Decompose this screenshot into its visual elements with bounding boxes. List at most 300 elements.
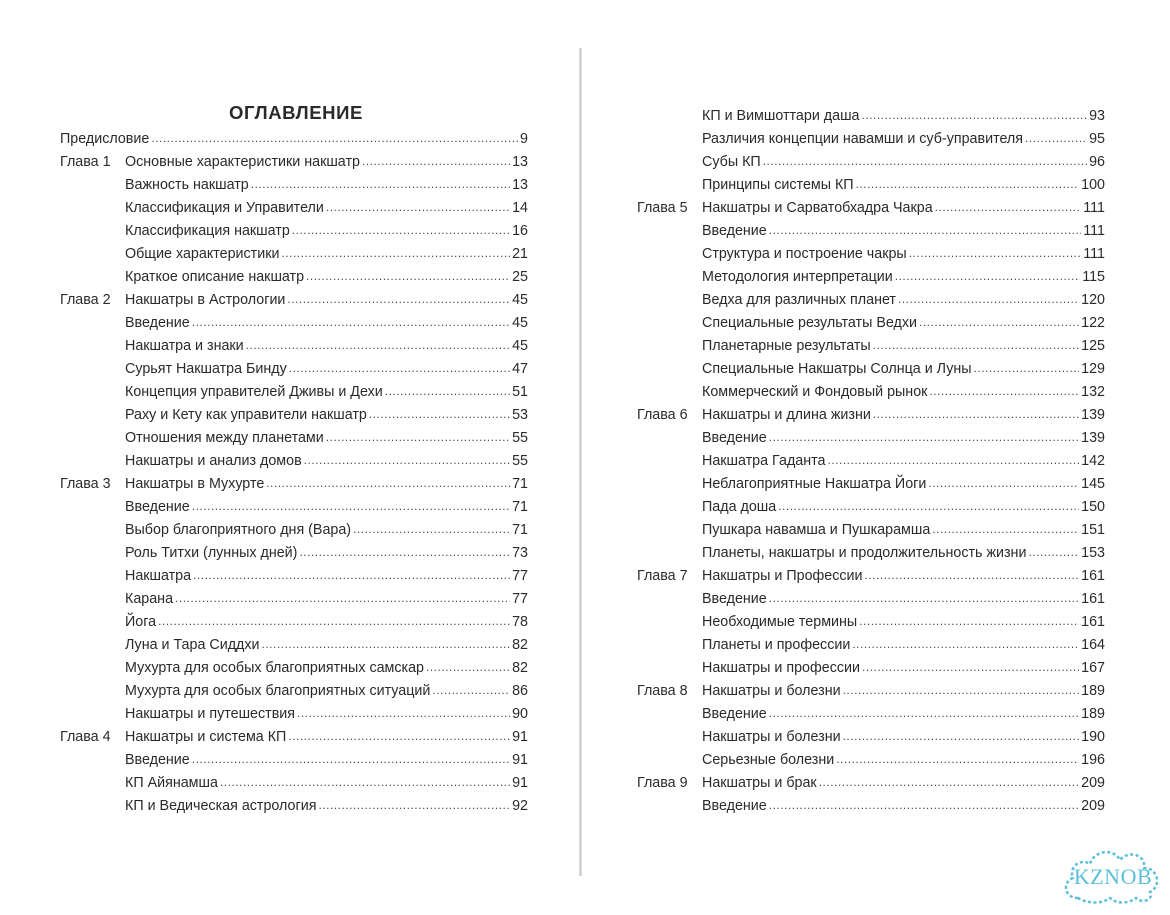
- toc-entry: [125, 335, 528, 358]
- entry-title: Планеты, накшатры и продолжительность жизни: [702, 545, 1027, 561]
- dot-leader: [819, 771, 1079, 794]
- dot-leader: [843, 725, 1080, 748]
- toc-entry-row: [637, 657, 1105, 680]
- entry-title: Накшатры в Астрологии: [125, 292, 286, 308]
- entry-title: Субы КП: [702, 154, 761, 170]
- toc-entry-row: [60, 519, 528, 542]
- toc-entry: [125, 358, 528, 381]
- toc-entry: [702, 588, 1105, 611]
- dot-leader: [836, 748, 1079, 771]
- dot-leader: [192, 495, 510, 518]
- entry-title: Важность накшатр: [125, 177, 249, 193]
- page-number: 45: [512, 338, 528, 354]
- dot-leader: [763, 150, 1087, 173]
- toc-entry-row: [637, 312, 1105, 335]
- dot-leader: [369, 403, 510, 426]
- toc-entry: [125, 174, 528, 197]
- chapter-label: Глава 4: [60, 729, 111, 745]
- toc-entry-row: [637, 174, 1105, 197]
- page-number: 91: [512, 775, 528, 791]
- page-number: 129: [1081, 361, 1105, 377]
- dot-leader: [769, 426, 1079, 449]
- dot-leader: [909, 242, 1082, 265]
- dot-leader: [304, 449, 510, 472]
- page-number: 115: [1082, 269, 1105, 285]
- toc-entry: [125, 151, 528, 174]
- toc-entry: [125, 703, 528, 726]
- page-number: 14: [512, 200, 528, 216]
- entry-title: Принципы системы КП: [702, 177, 854, 193]
- toc-entry: [702, 105, 1105, 128]
- page-number: 132: [1081, 384, 1105, 400]
- entry-title: Классификация накшатр: [125, 223, 290, 239]
- dot-leader: [297, 702, 510, 725]
- entry-title: Накшатры и профессии: [702, 660, 860, 676]
- toc-chapter-row: [637, 772, 1105, 795]
- dot-leader: [827, 449, 1079, 472]
- entry-title: Введение: [702, 798, 767, 814]
- page-number: 16: [512, 223, 528, 239]
- dot-leader: [426, 656, 510, 679]
- toc-entry: [702, 151, 1105, 174]
- entry-title: Накшатра и знаки: [125, 338, 244, 354]
- toc-entry: [125, 795, 528, 818]
- entry-title: Раху и Кету как управители накшатр: [125, 407, 367, 423]
- page-number: 111: [1083, 223, 1105, 239]
- toc-entry: [702, 128, 1105, 151]
- toc-entry: [702, 266, 1105, 289]
- page-number: 164: [1081, 637, 1105, 653]
- toc-entry: [125, 657, 528, 680]
- entry-title: КП и Вимшоттари даша: [702, 108, 860, 124]
- dot-leader: [873, 403, 1079, 426]
- toc-entry-row: [637, 128, 1105, 151]
- toc-entry: [60, 128, 528, 151]
- page-number: 190: [1081, 729, 1105, 745]
- toc-entry-row: [60, 312, 528, 335]
- entry-title: Классификация и Управители: [125, 200, 324, 216]
- toc-entry: [702, 726, 1105, 749]
- entry-title: Йога: [125, 614, 157, 630]
- page-number: 25: [512, 269, 528, 285]
- toc-entry-row: [637, 473, 1105, 496]
- entry-title: Накшатры и Профессии: [702, 568, 863, 584]
- entry-title: Мухурта для особых благоприятных самскар: [125, 660, 424, 676]
- entry-title: Введение: [702, 591, 767, 607]
- toc-chapter-row: [60, 289, 528, 312]
- dot-leader: [299, 541, 510, 564]
- toc-entry-row: [60, 381, 528, 404]
- page-number: 82: [512, 637, 528, 653]
- toc-entry: [125, 726, 528, 749]
- toc-entry: [125, 312, 528, 335]
- toc-entry: [125, 634, 528, 657]
- page-number: 100: [1081, 177, 1105, 193]
- toc-entry-row: [60, 197, 528, 220]
- dot-leader: [778, 495, 1079, 518]
- dot-leader: [326, 196, 510, 219]
- dot-leader: [362, 150, 510, 173]
- entry-title: Необходимые термины: [702, 614, 858, 630]
- page-number: 111: [1083, 246, 1105, 262]
- toc-entry: [702, 312, 1105, 335]
- page-number: 78: [512, 614, 528, 630]
- toc-entry-row: [60, 611, 528, 634]
- page-number: 82: [512, 660, 528, 676]
- page-number: 139: [1081, 407, 1105, 423]
- toc-entry-row: [60, 220, 528, 243]
- page-number: 77: [512, 591, 528, 607]
- entry-title: Предисловие: [60, 131, 150, 147]
- dot-leader: [220, 771, 510, 794]
- page-number: 53: [512, 407, 528, 423]
- toc-entry: [125, 197, 528, 220]
- page-number: 45: [512, 292, 528, 308]
- toc-entry: [702, 611, 1105, 634]
- entry-title: Методология интерпретации: [702, 269, 893, 285]
- dot-leader: [353, 518, 510, 541]
- entry-title: Накшатры и путешествия: [125, 706, 296, 722]
- dot-leader: [856, 173, 1080, 196]
- entry-title: Карана: [125, 591, 174, 607]
- page-number: 73: [512, 545, 528, 561]
- toc-entry: [702, 289, 1105, 312]
- page-number: 55: [512, 453, 528, 469]
- entry-title: Накшатры и анализ домов: [125, 453, 302, 469]
- dot-leader: [862, 104, 1088, 127]
- toc-chapter-row: [60, 151, 528, 174]
- dot-leader: [843, 679, 1080, 702]
- watermark-logo: [1058, 840, 1168, 910]
- page-number: 209: [1081, 775, 1105, 791]
- dot-leader: [192, 311, 510, 334]
- toc-entry: [125, 243, 528, 266]
- toc-entry: [702, 634, 1105, 657]
- toc-entry: [125, 519, 528, 542]
- dot-leader: [932, 518, 1079, 541]
- toc-entry: [702, 220, 1105, 243]
- dot-leader: [175, 587, 510, 610]
- toc-entry: [702, 427, 1105, 450]
- dot-leader: [865, 564, 1080, 587]
- toc-entry-row: [637, 427, 1105, 450]
- page-number: 167: [1081, 660, 1105, 676]
- entry-title: Отношения между планетами: [125, 430, 324, 446]
- dot-leader: [974, 357, 1080, 380]
- toc-entry-row: [60, 358, 528, 381]
- entry-title: Основные характеристики накшатр: [125, 154, 360, 170]
- entry-title: КП и Ведическая астрология: [125, 798, 317, 814]
- dot-leader: [289, 357, 510, 380]
- dot-leader: [292, 219, 510, 242]
- toc-entry: [125, 220, 528, 243]
- entry-title: Общие характеристики: [125, 246, 280, 262]
- page-number: 150: [1081, 499, 1105, 515]
- toc-entry-row: [60, 657, 528, 680]
- watermark-text: KZNOB: [1073, 864, 1153, 889]
- toc-entry-row: [637, 450, 1105, 473]
- page-number: 90: [512, 706, 528, 722]
- entry-title: Накшатры и болезни: [702, 683, 841, 699]
- toc-chapter-row: [637, 404, 1105, 427]
- toc-entry-row: [60, 404, 528, 427]
- page-number: 9: [520, 131, 528, 147]
- chapter-label: Глава 1: [60, 154, 111, 170]
- toc-entry: [125, 611, 528, 634]
- page-number: 189: [1081, 683, 1105, 699]
- toc-entry: [125, 450, 528, 473]
- entry-title: Луна и Тара Сиддхи: [125, 637, 260, 653]
- page-number: 161: [1081, 614, 1105, 630]
- toc-entry-row: [60, 772, 528, 795]
- page-number: 71: [512, 476, 528, 492]
- chapter-label: Глава 8: [637, 683, 688, 699]
- entry-title: Планетарные результаты: [702, 338, 871, 354]
- dot-leader: [859, 610, 1079, 633]
- toc-entry-row: [637, 795, 1105, 818]
- page-number: 161: [1081, 591, 1105, 607]
- toc-entry-row: [60, 450, 528, 473]
- toc-chapter-row: [637, 680, 1105, 703]
- toc-entry-row: [60, 749, 528, 772]
- toc-entry: [702, 749, 1105, 772]
- page-number: 13: [512, 154, 528, 170]
- page-number: 21: [512, 246, 528, 262]
- toc-entry-row: [637, 289, 1105, 312]
- dot-leader: [151, 127, 518, 150]
- toc-entry: [702, 197, 1105, 220]
- entry-title: Накшатры и брак: [702, 775, 817, 791]
- entry-title: КП Айянамша: [125, 775, 218, 791]
- entry-title: Введение: [702, 223, 767, 239]
- page-number: 47: [512, 361, 528, 377]
- toc-entry: [702, 703, 1105, 726]
- toc-entry: [125, 381, 528, 404]
- dot-leader: [262, 633, 511, 656]
- toc-entry-row: [60, 588, 528, 611]
- dot-leader: [928, 472, 1079, 495]
- toc-entry-row: [637, 496, 1105, 519]
- page-number: 91: [512, 729, 528, 745]
- entry-title: Структура и построение чакры: [702, 246, 907, 262]
- dot-leader: [769, 219, 1082, 242]
- page-number: 111: [1083, 200, 1105, 216]
- entry-title: Накшатры в Мухурте: [125, 476, 265, 492]
- entry-title: Введение: [125, 752, 190, 768]
- toc-chapter-row: [60, 726, 528, 749]
- toc-entry-row: [637, 703, 1105, 726]
- page-number: 151: [1081, 522, 1105, 538]
- toc-entry-row: [60, 266, 528, 289]
- dot-leader: [287, 288, 510, 311]
- entry-title: Мухурта для особых благоприятных ситуаций: [125, 683, 431, 699]
- page-number: 92: [512, 798, 528, 814]
- toc-entry: [125, 473, 528, 496]
- chapter-label: Глава 6: [637, 407, 688, 423]
- dot-leader: [1028, 541, 1079, 564]
- page-number: 71: [512, 522, 528, 538]
- page-number: 51: [512, 384, 528, 400]
- toc-entry: [125, 565, 528, 588]
- page-number: 145: [1081, 476, 1105, 492]
- toc-entry: [125, 404, 528, 427]
- dot-leader: [432, 679, 510, 702]
- toc-chapter-row: [60, 473, 528, 496]
- entry-title: Накшатры и длина жизни: [702, 407, 871, 423]
- page-number: 95: [1089, 131, 1105, 147]
- toc-entry: [702, 795, 1105, 818]
- toc-entry: [702, 657, 1105, 680]
- toc-entry: [702, 519, 1105, 542]
- page-number: 153: [1081, 545, 1105, 561]
- toc-chapter-row: [637, 565, 1105, 588]
- dot-leader: [873, 334, 1079, 357]
- entry-title: Пушкара навамша и Пушкарамша: [702, 522, 931, 538]
- page-number: 142: [1081, 453, 1105, 469]
- page-number: 77: [512, 568, 528, 584]
- dot-leader: [246, 334, 510, 357]
- dot-leader: [158, 610, 510, 633]
- page-number: 196: [1081, 752, 1105, 768]
- toc-entry-row: [637, 266, 1105, 289]
- toc-entry-row: [637, 726, 1105, 749]
- dot-leader: [929, 380, 1079, 403]
- toc-entry-row: [637, 151, 1105, 174]
- toc-entry: [702, 450, 1105, 473]
- toc-entry-row: [637, 358, 1105, 381]
- entry-title: Краткое описание накшатр: [125, 269, 305, 285]
- page-number: 209: [1081, 798, 1105, 814]
- dot-leader: [193, 564, 510, 587]
- toc-entry: [125, 749, 528, 772]
- page-number: 55: [512, 430, 528, 446]
- chapter-label: Глава 7: [637, 568, 688, 584]
- entry-title: Выбор благоприятного дня (Вара): [125, 522, 352, 538]
- toc-entry: [125, 427, 528, 450]
- page-number: 189: [1081, 706, 1105, 722]
- page-number: 91: [512, 752, 528, 768]
- chapter-label: Глава 2: [60, 292, 111, 308]
- page-number: 96: [1089, 154, 1105, 170]
- dot-leader: [251, 173, 510, 196]
- toc-entry-row: [637, 220, 1105, 243]
- page-number: 13: [512, 177, 528, 193]
- toc-chapter-row: [637, 197, 1105, 220]
- toc-entry: [702, 358, 1105, 381]
- dot-leader: [769, 702, 1079, 725]
- toc-entry-row: [60, 335, 528, 358]
- toc-entry-row: [637, 542, 1105, 565]
- dot-leader: [935, 196, 1082, 219]
- entry-title: Концепция управителей Дживы и Дехи: [125, 384, 383, 400]
- toc-entry-row: [637, 611, 1105, 634]
- page-gutter: [579, 48, 582, 876]
- entry-title: Введение: [702, 430, 767, 446]
- toc-entry-row: [60, 542, 528, 565]
- page-number: 139: [1081, 430, 1105, 446]
- dot-leader: [385, 380, 510, 403]
- entry-title: Введение: [125, 315, 190, 331]
- toc-entry-row: [60, 496, 528, 519]
- toc-entry: [702, 680, 1105, 703]
- toc-entry: [702, 381, 1105, 404]
- dot-leader: [326, 426, 510, 449]
- dot-leader: [898, 288, 1079, 311]
- dot-leader: [769, 587, 1079, 610]
- dot-leader: [895, 265, 1080, 288]
- entry-title: Неблагоприятные Накшатра Йоги: [702, 476, 927, 492]
- entry-title: Пада доша: [702, 499, 777, 515]
- toc-list-left: [60, 128, 528, 818]
- chapter-label: Глава 5: [637, 200, 688, 216]
- toc-entry: [125, 496, 528, 519]
- entry-title: Серьезные болезни: [702, 752, 835, 768]
- dot-leader: [318, 794, 510, 817]
- dot-leader: [288, 725, 510, 748]
- dot-leader: [919, 311, 1079, 334]
- toc-entry-row: [637, 335, 1105, 358]
- entry-title: Накшатра Гаданта: [702, 453, 826, 469]
- entry-title: Введение: [125, 499, 190, 515]
- toc-entry: [702, 473, 1105, 496]
- toc-entry: [702, 772, 1105, 795]
- toc-entry: [702, 496, 1105, 519]
- dot-leader: [1025, 127, 1087, 150]
- page-number: 120: [1081, 292, 1105, 308]
- toc-entry-row: [60, 680, 528, 703]
- dot-leader: [281, 242, 510, 265]
- page-number: 93: [1089, 108, 1105, 124]
- toc-entry-row: [637, 381, 1105, 404]
- toc-entry-row: [60, 128, 528, 151]
- dot-leader: [852, 633, 1079, 656]
- toc-entry-row: [60, 795, 528, 818]
- dot-leader: [306, 265, 510, 288]
- toc-entry-row: [60, 703, 528, 726]
- toc-entry-row: [60, 243, 528, 266]
- toc-entry: [125, 772, 528, 795]
- toc-entry: [125, 588, 528, 611]
- toc-entry: [702, 565, 1105, 588]
- entry-title: Коммерческий и Фондовый рынок: [702, 384, 928, 400]
- toc-entry: [125, 289, 528, 312]
- entry-title: Специальные Накшатры Солнца и Луны: [702, 361, 972, 377]
- entry-title: Накшатры и Сарватобхадра Чакра: [702, 200, 933, 216]
- entry-title: Специальные результаты Ведхи: [702, 315, 917, 331]
- toc-entry-row: [637, 588, 1105, 611]
- toc-entry: [702, 243, 1105, 266]
- toc-entry: [125, 542, 528, 565]
- toc-entry-row: [637, 519, 1105, 542]
- dot-leader: [266, 472, 510, 495]
- toc-entry-row: [60, 427, 528, 450]
- entry-title: Планеты и профессии: [702, 637, 851, 653]
- toc-entry: [702, 542, 1105, 565]
- toc-entry-row: [60, 565, 528, 588]
- toc-list-right: [637, 105, 1105, 818]
- toc-entry-row: [637, 634, 1105, 657]
- toc-entry-row: [637, 243, 1105, 266]
- toc-entry: [702, 404, 1105, 427]
- dot-leader: [192, 748, 510, 771]
- toc-heading: ОГЛАВЛЕНИЕ: [229, 102, 363, 123]
- toc-entry-row: [637, 749, 1105, 772]
- toc-entry: [702, 335, 1105, 358]
- entry-title: Накшатры и система КП: [125, 729, 287, 745]
- page-number: 125: [1081, 338, 1105, 354]
- toc-entry-row: [60, 634, 528, 657]
- toc-entry: [125, 266, 528, 289]
